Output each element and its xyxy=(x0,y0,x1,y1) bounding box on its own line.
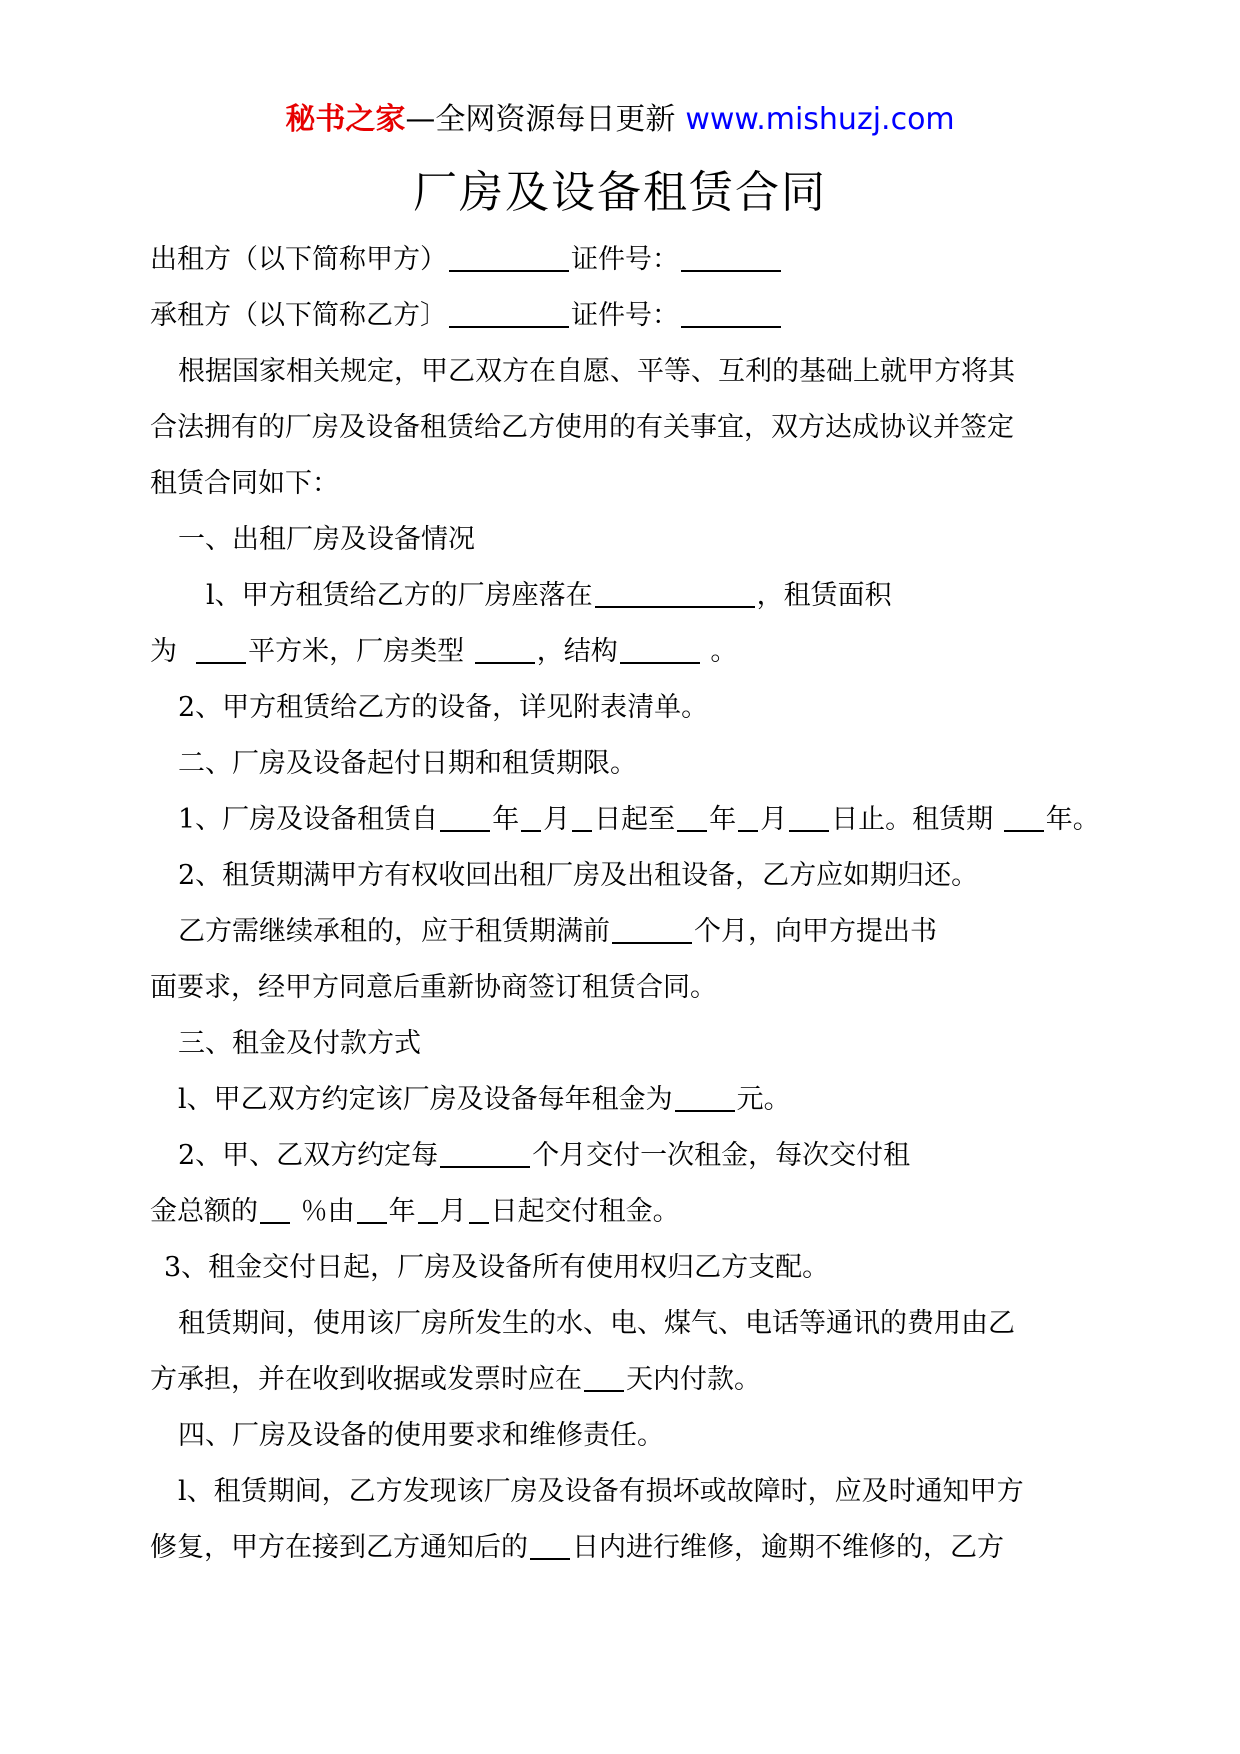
clause-line: 2、租赁期满甲方有权收回出租厂房及出租设备，乙方应如期归还。 xyxy=(178,860,979,891)
clause-text: 为 xyxy=(150,636,177,667)
lessor-name-blank xyxy=(449,240,569,272)
clause-text: 乙方需继续承租的，应于租赁期满前 xyxy=(178,916,610,947)
notice-months-blank xyxy=(612,912,692,944)
lessee-id-label: 证件号： xyxy=(571,300,679,331)
clause-line: 2、甲方租赁给乙方的设备，详见附表清单。 xyxy=(178,692,709,723)
clause-text: l、甲方租赁给乙方的厂房座落在 xyxy=(206,580,593,611)
lessee-id-blank xyxy=(681,296,781,328)
clause-text: 月 xyxy=(439,1196,467,1227)
end-day-blank xyxy=(789,800,829,832)
clause-line xyxy=(150,1072,1100,1128)
lessor-line xyxy=(150,232,1100,288)
clause-text: ，结构 xyxy=(536,636,618,667)
clause-text: 平方米，厂房类型 xyxy=(248,636,465,667)
clause-text: 。 xyxy=(710,636,738,667)
clause-line: 面要求，经甲方同意后重新协商签订租赁合同。 xyxy=(150,972,717,1003)
clause-text: 日内进行维修，逾期不维修的，乙方 xyxy=(572,1532,1004,1563)
clause-line xyxy=(150,624,1100,680)
start-year-blank xyxy=(440,800,490,832)
clause-line xyxy=(150,904,1100,960)
clause-text: 修复，甲方在接到乙方通知后的 xyxy=(150,1532,528,1563)
paragraph-line: 根据国家相关规定，甲乙双方在自愿、平等、互利的基础上就甲方将其 xyxy=(178,356,1015,387)
lease-term-blank xyxy=(1004,800,1044,832)
header-tagline: —全网资源每日更新 xyxy=(405,102,676,137)
clause-line xyxy=(150,1520,1100,1576)
annual-rent-blank xyxy=(675,1080,735,1112)
brand-name: 秘书之家 xyxy=(285,102,406,137)
clause-text: 日起交付租金。 xyxy=(490,1196,680,1227)
paragraph-line: 合法拥有的厂房及设备租赁给乙方使用的有关事宜，双方达成协议并签定 xyxy=(150,412,1014,443)
lessee-label: 承租方（以下简称乙方〕 xyxy=(150,300,447,331)
area-blank xyxy=(196,632,246,664)
clause-line: l、租赁期间，乙方发现该厂房及设备有损坏或故障时，应及时通知甲方 xyxy=(178,1476,1024,1507)
clause-text: 年 xyxy=(388,1196,416,1227)
clause-text: 1、厂房及设备租赁自 xyxy=(178,804,439,835)
clause-text: 年。 xyxy=(1045,804,1100,835)
clause-text: 方承担，并在收到收据或发票时应在 xyxy=(150,1364,582,1395)
clause-line xyxy=(150,1184,1100,1240)
end-year-blank xyxy=(677,800,707,832)
pay-day-blank xyxy=(469,1192,489,1224)
repair-days-blank xyxy=(530,1528,570,1560)
clause-text: 个月，向甲方提出书 xyxy=(694,916,937,947)
document-title: 厂房及设备租赁合同 xyxy=(413,167,827,218)
location-blank xyxy=(595,576,755,608)
lessee-line xyxy=(150,288,1100,344)
clause-text: 日起至 xyxy=(594,804,676,835)
type-blank xyxy=(475,632,535,664)
clause-text: ％由 xyxy=(300,1196,355,1227)
clause-line: 3、租金交付日起，厂房及设备所有使用权归乙方支配。 xyxy=(164,1252,830,1283)
clause-line xyxy=(150,568,1100,624)
clause-text: 个月交付一次租金，每次交付租 xyxy=(532,1140,911,1171)
clause-line xyxy=(150,1352,1100,1408)
lessor-id-blank xyxy=(681,240,781,272)
clause-text: 月 xyxy=(543,804,571,835)
start-month-blank xyxy=(521,800,541,832)
clause-text: 年 xyxy=(492,804,520,835)
pay-month-blank xyxy=(418,1192,438,1224)
header-url-link[interactable]: www.mishuzj.com xyxy=(685,102,955,137)
clause-text: 2、甲、乙双方约定每 xyxy=(178,1140,439,1171)
pay-year-blank xyxy=(357,1192,387,1224)
section-heading: 四、厂房及设备的使用要求和维修责任。 xyxy=(178,1420,664,1451)
clause-line: 租赁期间，使用该厂房所发生的水、电、煤气、电话等通讯的费用由乙 xyxy=(178,1308,1015,1339)
lessor-id-label: 证件号： xyxy=(571,244,679,275)
section-heading: 三、租金及付款方式 xyxy=(178,1028,421,1059)
clause-text: ，租赁面积 xyxy=(756,580,892,611)
start-day-blank xyxy=(572,800,592,832)
paragraph-line: 租赁合同如下： xyxy=(150,468,339,499)
clause-line xyxy=(150,792,1100,848)
section-heading: 一、出租厂房及设备情况 xyxy=(178,524,475,555)
site-header xyxy=(0,100,1240,140)
percent-blank xyxy=(260,1192,290,1224)
clause-text: 金总额的 xyxy=(150,1196,258,1227)
clause-line xyxy=(150,1128,1100,1184)
clause-text: l、甲乙双方约定该厂房及设备每年租金为 xyxy=(178,1084,673,1115)
contract-body xyxy=(150,232,1100,1576)
end-month-blank xyxy=(738,800,758,832)
structure-blank xyxy=(620,632,700,664)
clause-text: 元。 xyxy=(736,1084,791,1115)
lessee-name-blank xyxy=(449,296,569,328)
clause-text: 天内付款。 xyxy=(626,1364,761,1395)
payment-interval-blank xyxy=(440,1136,530,1168)
section-heading: 二、厂房及设备起付日期和租赁期限。 xyxy=(178,748,637,779)
clause-text: 年 xyxy=(709,804,737,835)
payment-days-blank xyxy=(584,1360,624,1392)
clause-text: 月 xyxy=(760,804,788,835)
lessor-label: 出租方（以下简称甲方） xyxy=(150,244,447,275)
clause-text: 日止。租赁期 xyxy=(831,804,994,835)
